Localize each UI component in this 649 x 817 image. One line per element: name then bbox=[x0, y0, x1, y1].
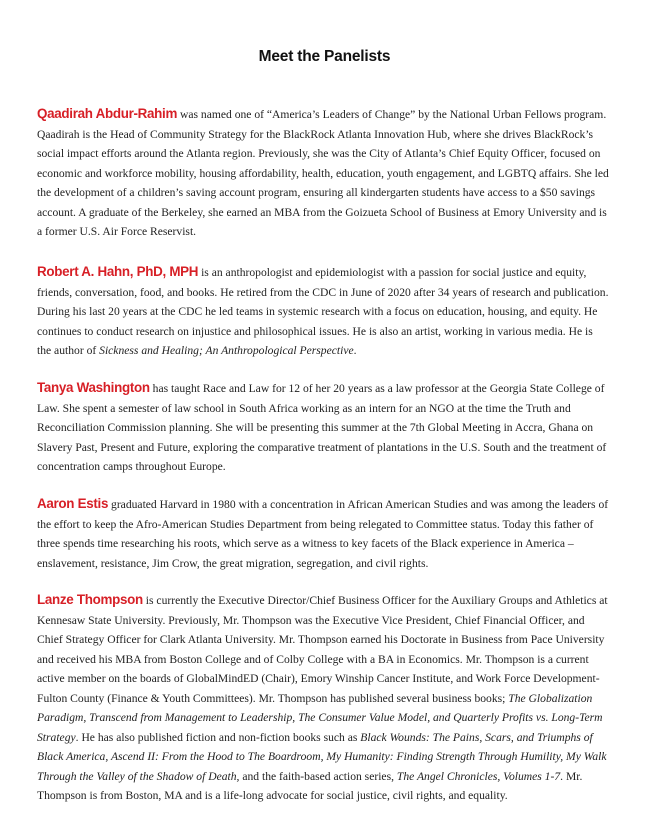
bio-text-mid: and the faith-based action series, bbox=[239, 769, 397, 783]
book-titles: The Globalization Paradigm, Transcend from Management to Leadership, The Consumer Value Model, and Quarterly Profits vs. Long-Term Strategy bbox=[37, 691, 603, 744]
bio-text-end: . bbox=[353, 344, 357, 357]
bio-text: is an anthropologist and epidemiologist with a passion for social justice and equity, friends, conversation, food, and books. He retired from the CDC in June of 2020 after 34 years of research and publication. During his last 20 years at the CDC he led teams in systemic research with a focus on education, housing, and equity. He continues to conduct research on injustice and philosophical issues. He is also an artist, working in various media. He is the author of bbox=[37, 266, 609, 357]
bio-text-end: . Mr. Thompson is from Boston, MA and is a life-long advocate for social justice, civil rights, and equality. bbox=[37, 769, 583, 802]
panelist-name: Qaadirah Abdur-Rahim bbox=[37, 106, 178, 121]
panelist-name: Robert A. Hahn, PhD, MPH bbox=[37, 264, 199, 279]
book-titles: Black Wounds: The Pains, Scars, and Triumphs of Black America, Ascend II: From the Hood to The Boardroom, My Humanity: Finding Strength Through Humility, My Walk Through the Valley of the Shadow of Death, bbox=[37, 730, 607, 783]
bio-text: graduated Harvard in 1980 with a concentration in African American Studies and was among the leaders of the effort to keep the Afro-American Studies Department from being relegated to Committee status. Today this father of three spends time researching his roots, which serve as a witness to key facets of the Black experience in America – enslavement, resistance, Jim Crow, the great migration, segregation, and civil rights. bbox=[37, 498, 609, 570]
bio-text-mid: . He has also published fiction and non-fiction books such as bbox=[75, 730, 361, 744]
panelist-name: Tanya Washington bbox=[37, 380, 150, 395]
bio-text: was named one of “America’s Leaders of Change” by the National Urban Fellows program. Qaadirah is the Head of Community Strategy for the BlackRock Atlanta Innovation Hub, where she drives BlackRock’s social impact efforts around the Atlanta region. Previously, she was the City of Atlanta’s Chief Equity Officer, focused on economic and workforce mobility, housing affordability, health, education, youth engagement, and LGBTQ affairs. She led the development of a children’s saving account program, ensuring all kindergarten students have access to a $50 savings account. A graduate of the Berkeley, she earned an MBA from the Goizueta School of Business at Emory University and is a former U.S. Air Force Reservist. bbox=[37, 108, 609, 238]
panelist-bio-estis bbox=[37, 494, 609, 573]
panelist-name: Lanze Thompson bbox=[37, 592, 143, 607]
book-title: Sickness and Healing; An Anthropological Perspective bbox=[99, 344, 354, 357]
page-title: Meet the Panelists bbox=[258, 48, 391, 65]
book-titles: The Angel Chronicles, Volumes 1-7 bbox=[396, 769, 561, 783]
panelist-bio-hahn bbox=[37, 262, 609, 361]
bio-text: is currently the Executive Director/Chief Business Officer for the Auxiliary Groups and Athletics at Kennesaw State University. Previously, Mr. Thompson was the Executive Vice President, Chief Financial Officer, and Chief Strategy Officer for Clark Atlanta University. Mr. Thompson earned his Doctorate in Business from Pace University and received his MBA from Boston College and of Colby College with a BA in Economics. Mr. Thompson is a current active member on the boards of GlobalMindED (Chair), Emory Winship Cancer Institute, and Work Force Development-Fulton County (Finance & Youth Committees). Mr. Thompson has published several business books; bbox=[37, 594, 608, 705]
bio-text: has taught Race and Law for 12 of her 20 years as a law professor at the Georgia State College of Law. She spent a semester of law school in South Africa working as an intern for an NGO at the time the Truth and Reconciliation Commission planning. She will be presenting this summer at the 7th Global Meeting in Accra, Ghana on Slavery Past, Present and Future, exploring the comparative treatment of plantations in the U.S. South and the treatment of concentration camps throughout Europe. bbox=[37, 382, 607, 473]
panelist-bio-washington bbox=[37, 378, 609, 477]
panelist-name: Aaron Estis bbox=[37, 496, 109, 511]
panelist-bio-abdur-rahim bbox=[37, 104, 609, 242]
panelist-bio-thompson bbox=[37, 590, 609, 806]
